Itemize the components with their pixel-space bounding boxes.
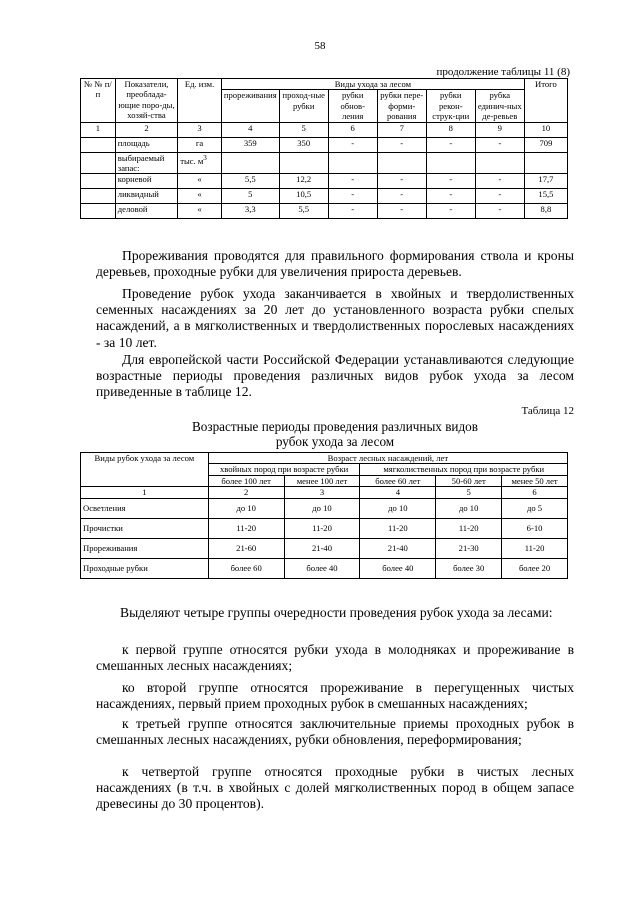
table-row	[81, 518, 568, 538]
column-number: 4	[221, 122, 279, 137]
subheader: 50-60 лет	[436, 475, 502, 486]
group-item: к первой группе относятся рубки ухода в молодняках и прореживание в смешанных лесных насаждениях;	[96, 642, 574, 674]
cell: -	[475, 189, 524, 204]
cell: 21-40	[360, 538, 436, 558]
subheader: проход-ные рубки	[279, 90, 328, 122]
cell: до 10	[360, 498, 436, 518]
cell: 6-10	[502, 518, 568, 538]
cell: 11-20	[360, 518, 436, 538]
column-number: 2	[115, 122, 177, 137]
column-number: 6	[502, 487, 568, 498]
cell: 21-60	[208, 538, 284, 558]
row-name: Осветления	[81, 498, 209, 518]
table-row	[81, 137, 568, 152]
table-continuation-label: продолжение таблицы 11 (8)	[436, 66, 570, 78]
cell: 5	[221, 189, 279, 204]
cell: 5,5	[221, 174, 279, 189]
group-item: ко второй группе относятся прореживание в перегущенных чистых насаждениях, первый прием проходных рубок в смешанных насаждениях;	[96, 680, 574, 712]
row-unit: тыс. $м^3$	[178, 152, 222, 174]
cell: более 30	[436, 558, 502, 578]
cell: 359	[221, 137, 279, 152]
cell: более 60	[208, 558, 284, 578]
caption-line: Возрастные периоды проведения различных видов	[191, 419, 479, 434]
header-kinds: Виды рубок ухода за лесом	[81, 453, 209, 487]
header-care-types: Виды ухода за лесом	[221, 79, 524, 90]
cell: до 10	[208, 498, 284, 518]
cell: 17,7	[524, 174, 567, 189]
row-unit: га	[178, 137, 222, 152]
cell: -	[426, 204, 475, 219]
paragraph: Прореживания проводятся для правильного формирования ствола и кроны деревьев, проходные рубки для увеличения прироста деревьев.	[96, 248, 574, 280]
cell: 15,5	[524, 189, 567, 204]
subheader: рубка единич-ных де-ревьев	[475, 90, 524, 122]
cell: -	[475, 174, 524, 189]
header-indicators: Показатели, преоблада-ющие поро-ды, хозяй-ства	[115, 79, 177, 123]
column-number: 5	[279, 122, 328, 137]
column-number: 6	[328, 122, 377, 137]
row-name: Прореживания	[81, 538, 209, 558]
table-row	[81, 498, 568, 518]
row-name: площадь	[115, 137, 177, 152]
cell: 709	[524, 137, 567, 152]
header-softwood: мягколиственных пород при возрасте рубки	[360, 464, 568, 475]
page-number: 58	[314, 40, 326, 52]
cell: 350	[279, 137, 328, 152]
cell: -	[328, 204, 377, 219]
cell: 21-40	[284, 538, 360, 558]
paragraph: Для европейской части Российской Федерации устанавливаются следующие возрастные периоды проведения различных видов рубок ухода за лесом приведенные в таблице 12.	[96, 352, 574, 400]
cell: -	[475, 204, 524, 219]
groups-intro: Выделяют четыре группы очередности проведения рубок ухода за лесами:	[120, 605, 553, 620]
cell: 11-20	[436, 518, 502, 538]
cell: 11-20	[208, 518, 284, 538]
column-number: 5	[436, 487, 502, 498]
table-row	[81, 174, 568, 189]
cell: -	[328, 189, 377, 204]
subheader: менее 50 лет	[502, 475, 568, 486]
subheader: более 60 лет	[360, 475, 436, 486]
row-unit: «	[178, 204, 222, 219]
table-row	[81, 189, 568, 204]
cell: 12,2	[279, 174, 328, 189]
table-row	[81, 538, 568, 558]
cell: -	[475, 137, 524, 152]
cell: более 40	[360, 558, 436, 578]
column-number: 4	[360, 487, 436, 498]
table-12-caption	[96, 419, 574, 449]
column-number: 3	[178, 122, 222, 137]
row-name: корневой	[115, 174, 177, 189]
caption-line: рубок ухода за лесом	[275, 434, 395, 449]
cell: -	[328, 174, 377, 189]
subheader: рубки пере-форми-рования	[377, 90, 426, 122]
row-name: деловой	[115, 204, 177, 219]
column-number: 10	[524, 122, 567, 137]
cell: более 20	[502, 558, 568, 578]
table-11	[80, 78, 568, 219]
subheader: менее 100 лет	[284, 475, 360, 486]
subheader: более 100 лет	[208, 475, 284, 486]
cell: -	[377, 204, 426, 219]
header-coniferous: хвойных пород при возрасте рубки	[208, 464, 360, 475]
header-age: Возраст лесных насаждений, лет	[208, 453, 567, 464]
cell: до 5	[502, 498, 568, 518]
cell: 10,5	[279, 189, 328, 204]
subheader: рубки рекон-струк-ции	[426, 90, 475, 122]
cell: -	[426, 174, 475, 189]
cell: -	[377, 137, 426, 152]
row-unit: «	[178, 189, 222, 204]
row-name: выбираемый запас:	[115, 152, 177, 174]
header-num: № № п/п	[81, 79, 116, 123]
column-number: 9	[475, 122, 524, 137]
column-number: 8	[426, 122, 475, 137]
cell: 8,8	[524, 204, 567, 219]
row-name: Проходные рубки	[81, 558, 209, 578]
row-name: Прочистки	[81, 518, 209, 538]
paragraph: Проведение рубок ухода заканчивается в хвойных и твердолиственных семенных насаждениях за 20 лет до установленного возраста рубки спелых насаждений, а в мягколиственных и твердолиственных порослевых насаждениях - за 10 лет.	[96, 286, 574, 350]
subheader: рубки обнов-ления	[328, 90, 377, 122]
cell: 11-20	[502, 538, 568, 558]
cell: 21-30	[436, 538, 502, 558]
group-item: к четвертой группе относятся проходные рубки в чистых лесных насаждениях (в т.ч. в хвойных с долей мягколиственных пород в общем запасе древесины до 30 процентов).	[96, 764, 574, 812]
column-number: 2	[208, 487, 284, 498]
table-12-label: Таблица 12	[521, 405, 574, 417]
group-item: к третьей группе относятся заключительные приемы проходных рубок в смешанных лесных насаждениях, рубки обновления, переформирования;	[96, 716, 574, 748]
column-number: 1	[81, 122, 116, 137]
header-unit: Ед. изм.	[178, 79, 222, 123]
cell: 5,5	[279, 204, 328, 219]
column-number: 7	[377, 122, 426, 137]
table-12	[80, 452, 568, 579]
cell: -	[328, 137, 377, 152]
cell: -	[426, 189, 475, 204]
row-unit: «	[178, 174, 222, 189]
cell: 3,3	[221, 204, 279, 219]
subheader: прореживания	[221, 90, 279, 122]
cell: более 40	[284, 558, 360, 578]
cell: -	[377, 174, 426, 189]
column-number: 3	[284, 487, 360, 498]
cell: до 10	[436, 498, 502, 518]
header-total: Итого	[524, 79, 567, 123]
cell: 11-20	[284, 518, 360, 538]
table-row	[81, 204, 568, 219]
column-number: 1	[81, 487, 209, 498]
cell: до 10	[284, 498, 360, 518]
cell: -	[426, 137, 475, 152]
cell: -	[377, 189, 426, 204]
table-row	[81, 152, 568, 174]
table-row	[81, 558, 568, 578]
row-name: ликвидный	[115, 189, 177, 204]
